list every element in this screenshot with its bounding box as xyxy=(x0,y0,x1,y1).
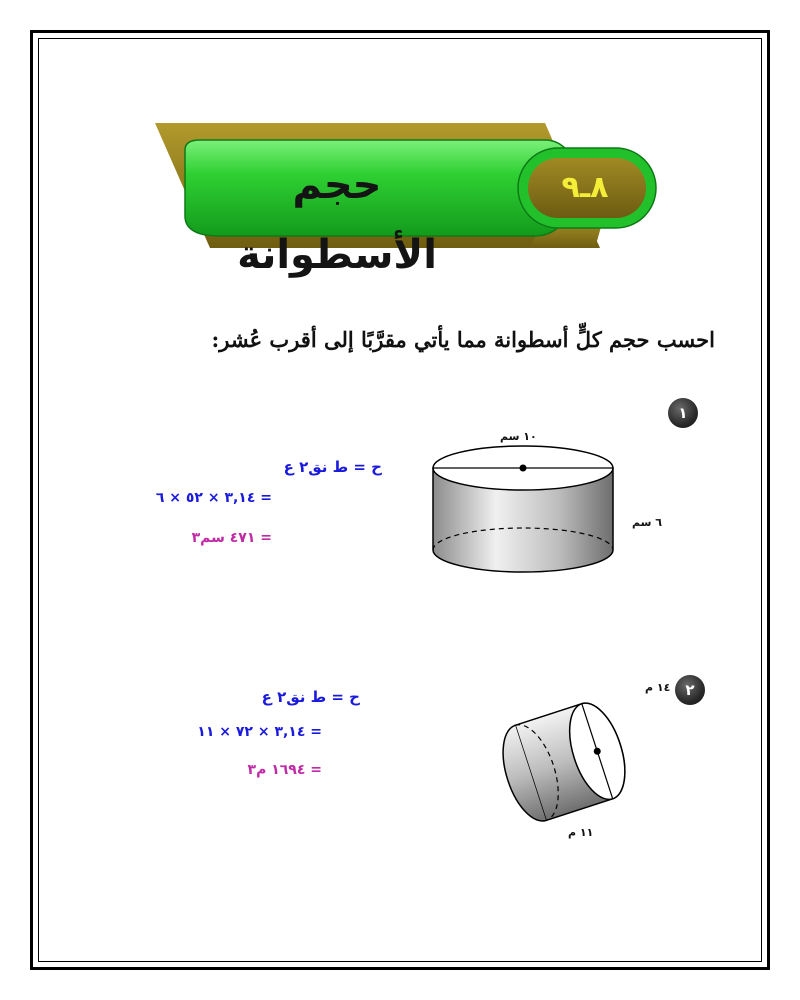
problem-1-substitution: = ٣,١٤ × ٥٢ × ٦ xyxy=(155,490,272,506)
problem-2-substitution: = ٣,١٤ × ٧٢ × ١١ xyxy=(197,724,322,740)
problem-1-number: ١ xyxy=(678,404,688,422)
problem-1-badge xyxy=(668,398,698,428)
lesson-number: ٨ـ٩ xyxy=(561,170,609,205)
problem-1-formula: ح = ط نق٢ ع xyxy=(283,458,382,476)
cylinder-2-diameter-label: ١٤ م xyxy=(645,681,671,694)
cylinder-2-figure xyxy=(490,690,650,825)
cylinder-1-height-label: ٦ سم xyxy=(632,516,662,529)
instruction-text: احسب حجم كلٍّ أسطوانة مما يأتي مقرَّبًا إلى أقرب عُشر: xyxy=(211,327,715,352)
page-title: حجم الأسطوانة xyxy=(237,162,437,278)
problem-1-result: = ٤٧١ سم٣ xyxy=(191,530,272,546)
cylinder-1-diameter-label: ١٠ سم xyxy=(500,430,537,443)
problem-2-result: = ١٦٩٤ م٣ xyxy=(247,762,322,778)
cylinder-1-figure xyxy=(425,440,625,580)
cylinder-2-height-label: ١١ م xyxy=(568,826,594,839)
problem-2-formula: ح = ط نق٢ ع xyxy=(261,688,360,706)
problem-2-badge xyxy=(675,675,705,705)
cylinder-1-center-dot xyxy=(520,465,527,472)
problem-2-number: ٢ xyxy=(685,681,695,699)
